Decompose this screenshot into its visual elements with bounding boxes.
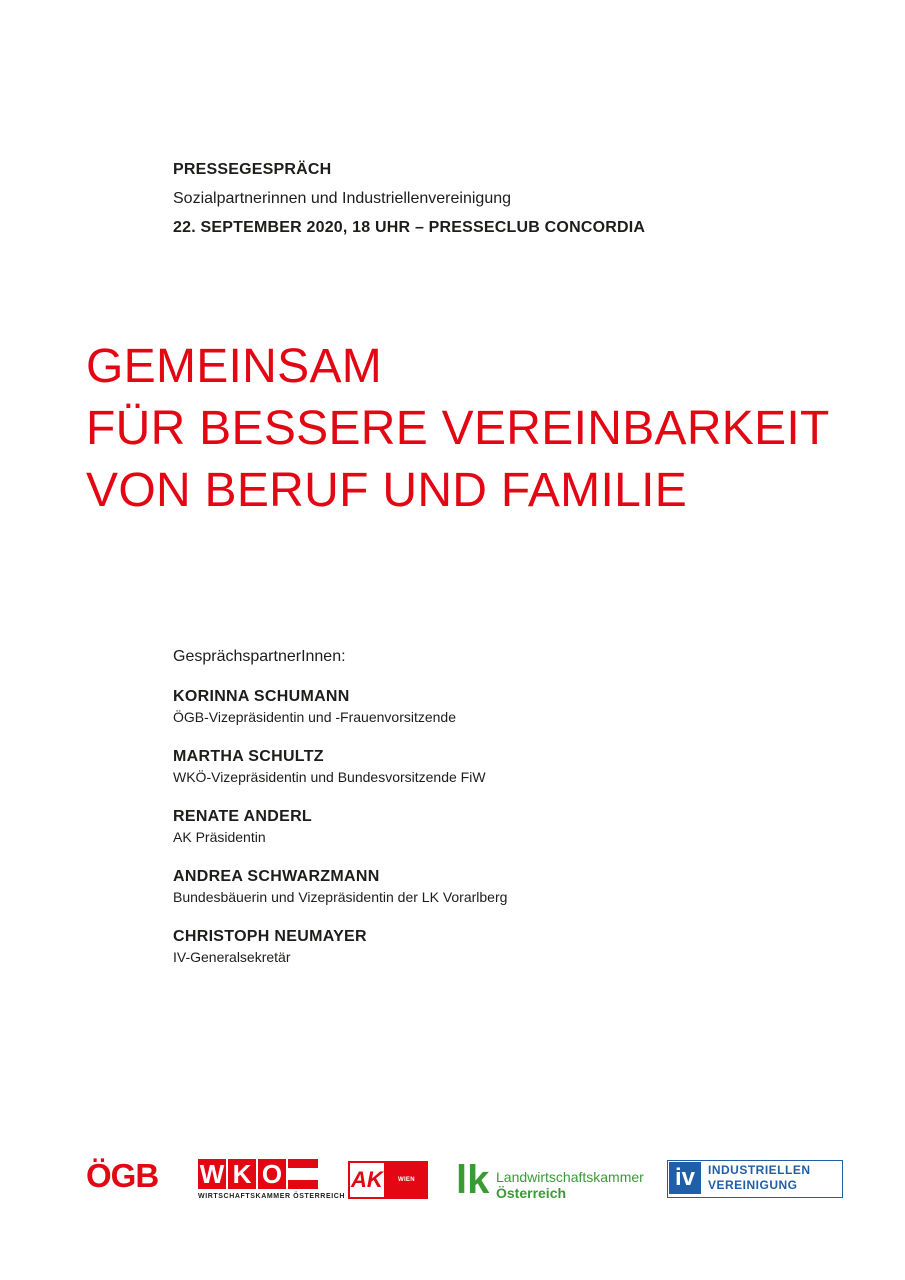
speaker-item	[173, 686, 853, 727]
press-header	[173, 155, 853, 242]
event-subtitle: Sozialpartnerinnen und Industriellenvereinigung	[173, 190, 512, 207]
wko-letter-w: W	[199, 1159, 225, 1189]
event-date-place: 22. SEPTEMBER 2020, 18 UHR – PRESSECLUB CONCORDIA	[173, 219, 646, 236]
austria-flag-icon	[288, 1159, 318, 1189]
iv-logo	[667, 1160, 843, 1198]
wko-logo	[198, 1159, 346, 1203]
speaker-role: ÖGB-Vizepräsidentin und -Frauenvorsitzende	[173, 709, 457, 725]
speaker-item	[173, 926, 853, 967]
lk-logo	[456, 1159, 646, 1201]
title-line-2: FÜR BESSERE VEREINBARKEIT	[86, 402, 830, 455]
lk-logo-mark: lk	[456, 1158, 490, 1202]
speaker-role: Bundesbäuerin und Vizepräsidentin der LK Vorarlberg	[173, 889, 508, 905]
partner-logos	[0, 1155, 905, 1205]
page-title	[86, 336, 886, 522]
wko-letter-k: K	[228, 1159, 256, 1189]
speaker-name: RENATE ANDERL	[173, 808, 313, 825]
ak-logo-text: AK	[351, 1167, 383, 1192]
wko-logo-subtitle: WIRTSCHAFTSKAMMER ÖSTERREICH	[198, 1193, 346, 1200]
iv-logo-mark: iv	[669, 1162, 701, 1194]
lk-logo-line-2: Österreich	[496, 1185, 567, 1201]
wko-letter-o: O	[258, 1159, 286, 1189]
speaker-name: MARTHA SCHULTZ	[173, 748, 324, 765]
title-line-3: VON BERUF UND FAMILIE	[86, 464, 688, 517]
speaker-name: CHRISTOPH NEUMAYER	[173, 928, 367, 945]
lk-logo-line-1: Landwirtschaftskammer	[496, 1169, 644, 1185]
speaker-name: KORINNA SCHUMANN	[173, 688, 350, 705]
ogb-logo-text: ÖGB	[86, 1157, 159, 1194]
speaker-role: AK Präsidentin	[173, 829, 266, 845]
speaker-name: ANDREA SCHWARZMANN	[173, 868, 380, 885]
ogb-logo	[86, 1159, 174, 1193]
title-line-1: GEMEINSAM	[86, 340, 383, 393]
iv-logo-line-2: VEREINIGUNG	[708, 1178, 798, 1192]
speaker-item	[173, 746, 853, 787]
speaker-item	[173, 866, 853, 907]
speakers-intro: GesprächspartnerInnen:	[173, 648, 346, 665]
ak-logo-subtitle: WIEN	[386, 1161, 428, 1199]
speakers-list	[173, 646, 853, 986]
ak-logo	[348, 1161, 428, 1199]
iv-logo-line-1: INDUSTRIELLEN	[708, 1163, 811, 1177]
event-type-label: PRESSEGESPRÄCH	[173, 161, 332, 178]
speaker-role: IV-Generalsekretär	[173, 949, 291, 965]
speaker-item	[173, 806, 853, 847]
speaker-role: WKÖ-Vizepräsidentin und Bundesvorsitzende FiW	[173, 769, 486, 785]
